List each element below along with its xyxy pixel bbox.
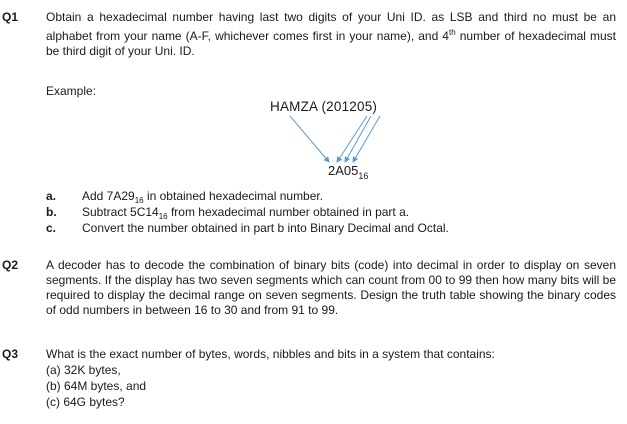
q3-option-a: (a) 32K bytes, — [46, 363, 121, 377]
arrow-a-to-2 — [290, 116, 329, 162]
question-1-text: Obtain a hexadecimal number having last two digits of your Uni ID. as LSB and third no must be an alphabet from your name (A-F, whichever comes first in your name), and 4th number of hexadecimal must be third digit of your Uni. ID. — [46, 10, 616, 58]
question-3-number: Q3 — [2, 347, 19, 361]
arrow-5-to-5 — [353, 116, 380, 162]
question-2-text: A decoder has to decode the combination of binary bits (code) into decimal in order to display on seven segments. If the display has two seven segments which can count from 00 to 99 then how many bits will be required to display the decimal range on seven segments. Design the truth table showing the binary codes of odd numbers in between 16 to 30 and from 91 to 99. — [46, 258, 616, 317]
q3-option-b: (b) 64M bytes, and — [46, 379, 147, 393]
q1-item-a: a. Add $7A29_{16}$ in obtained hexadecimal number. — [46, 189, 324, 205]
example-name: HAMZA (201205) — [270, 99, 378, 114]
example-hex-result: $2A05_{16}$ — [328, 163, 369, 181]
arrow-0-to-0 — [345, 116, 371, 162]
q1-item-b: b. Subtract $5C14_{16}$ from hexadecimal number obtained in part a. — [46, 205, 410, 221]
question-3-text: What is the exact number of bytes, words, nibbles and bits in a system that contains: — [46, 347, 495, 361]
q3-option-c: (c) 64G bytes? — [46, 395, 125, 409]
question-1-number: Q1 — [2, 10, 19, 24]
example-label: Example: — [46, 84, 97, 98]
arrow-1-to-a — [337, 116, 367, 162]
q1-item-c: c. Convert the number obtained in part b into Binary Decimal and Octal. — [46, 221, 449, 235]
question-2-number: Q2 — [2, 258, 19, 272]
